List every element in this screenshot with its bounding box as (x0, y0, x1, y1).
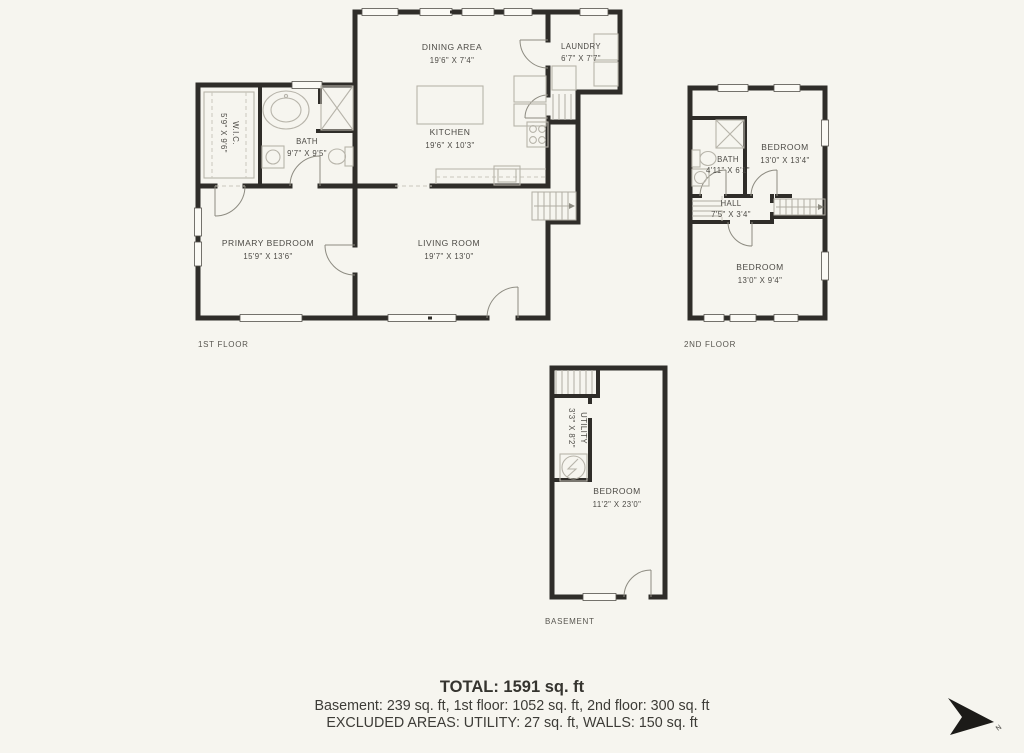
room-dims-kitchen: 19'6" X 10'3" (425, 141, 475, 150)
room-label-bedroom-2f-b: BEDROOM (736, 262, 784, 272)
room-dims-utility: 3'3" X 8'2" (567, 408, 576, 448)
room-label-kitchen: KITCHEN (429, 127, 471, 137)
summary-total: TOTAL: 1591 sq. ft (439, 678, 585, 696)
wall-ticks-first (197, 11, 550, 320)
room-label-hall: HALL (720, 199, 742, 208)
room-dims-hall: 7'5" X 3'4" (711, 210, 751, 219)
room-dims-bedroom-2f-b: 13'0" X 9'4" (737, 276, 783, 285)
caption-second-floor: 2ND FLOOR (684, 340, 737, 349)
basement-walls (552, 368, 665, 597)
room-label-dining-area: DINING AREA (421, 42, 483, 52)
room-label-living-room: LIVING ROOM (417, 238, 481, 248)
first-floor-room-labels (219, 42, 601, 261)
second-floor-doors (700, 170, 777, 246)
room-label-bath-2f: BATH (717, 155, 739, 164)
down-stairs-icon (774, 199, 825, 215)
room-dims-dining-area: 19'6" X 7'4" (429, 56, 475, 65)
room-dims-living-room: 19'7" X 13'0" (424, 252, 474, 261)
room-dims-bath-2f: 4'11" X 6'1" (706, 166, 750, 175)
summary-excluded: EXCLUDED AREAS: UTILITY: 27 sq. ft, WALLS: 150 sq. ft (326, 715, 698, 731)
room-label-bath: BATH (296, 137, 318, 146)
room-dims-laundry: 6'7" X 7'7" (561, 54, 601, 63)
caption-first-floor: 1ST FLOOR (198, 340, 249, 349)
room-label-bedroom-2f-a: BEDROOM (761, 142, 809, 152)
room-dims-bath: 9'7" X 9'5" (287, 149, 327, 158)
basement-stairs-icon (553, 94, 571, 120)
basement-plan (545, 368, 667, 626)
bath-sink-icon (262, 146, 284, 168)
first-floor-plan (195, 9, 621, 350)
area-summary (315, 678, 710, 731)
bathtub-icon (263, 91, 309, 129)
room-label-utility: UTILITY (579, 412, 588, 444)
first-floor-walls (198, 12, 620, 318)
upper-stairs-icon (532, 192, 576, 220)
shower-icon-2f (716, 120, 744, 148)
toilet-icon (329, 147, 354, 166)
kitchen-island-icon (417, 86, 483, 124)
room-dims-bedroom-basement: 11'2" X 23'0" (592, 500, 642, 509)
room-dims-bedroom-2f-a: 13'0" X 13'4" (760, 156, 810, 165)
summary-floors: Basement: 239 sq. ft, 1st floor: 1052 sq. ft, 2nd floor: 300 sq. ft (314, 698, 710, 714)
caption-basement: BASEMENT (545, 617, 595, 626)
kitchen-counter-icon (436, 166, 546, 185)
second-floor-room-labels (706, 142, 810, 285)
basement-room-labels (567, 408, 641, 509)
room-label-laundry: LAUNDRY (561, 42, 601, 51)
shower-icon (321, 86, 353, 130)
second-floor-plan (684, 85, 829, 350)
north-arrow-icon (948, 698, 1003, 735)
room-dims-primary-bedroom: 15'9" X 13'6" (243, 252, 293, 261)
toilet-icon-2f (692, 150, 716, 167)
basement-entry-stairs-icon (556, 370, 592, 394)
closet-rod-icon (204, 92, 254, 178)
electrical-panel-icon (560, 454, 587, 481)
basement-windows (583, 594, 616, 601)
room-dims-wic: 5'9" X 9'6" (219, 113, 228, 153)
room-label-bedroom-basement: BEDROOM (593, 486, 641, 496)
basement-doors (624, 570, 651, 597)
room-label-wic: W.I.C. (231, 121, 240, 145)
room-label-primary-bedroom: PRIMARY BEDROOM (221, 238, 315, 248)
north-label: N (994, 723, 1004, 733)
